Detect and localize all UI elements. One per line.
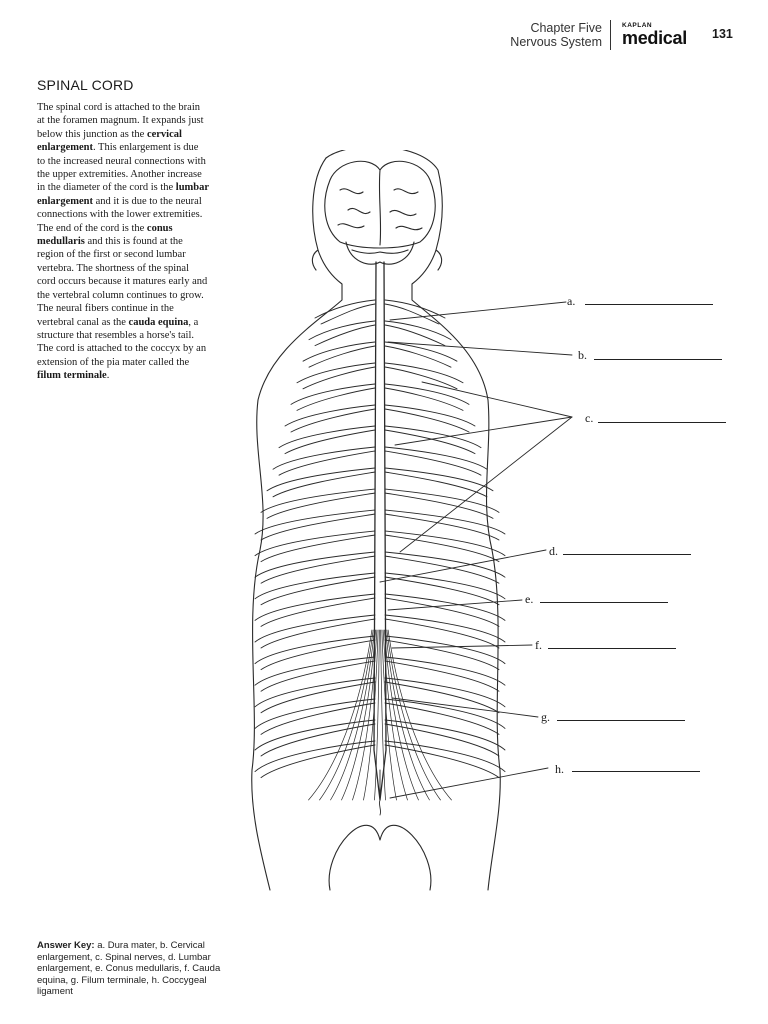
spinal-nerve: [315, 325, 375, 346]
paragraph-text: , a structure that resembles a horse's tail. The cord is attached to the coccyx by an extension of the pia mater called the: [37, 316, 207, 368]
spinal-nerves: [255, 300, 505, 778]
label-c-blank: [598, 422, 726, 423]
spinal-cord-figure: [230, 150, 768, 895]
spinal-nerve: [261, 514, 375, 540]
bold-term: cervical enlargement: [37, 128, 182, 154]
spinal-nerve: [385, 493, 493, 518]
bold-term: lumbar enlargement: [37, 182, 209, 207]
paragraph-text: The spinal cord is attached to the brain at the foramen magnum. It expands just below this junction as the: [37, 102, 204, 140]
label-g-blank: [557, 720, 685, 721]
spinal-nerve: [273, 447, 375, 469]
cauda-equina-strand: [309, 630, 372, 800]
spinal-nerve: [385, 405, 475, 426]
spinal-nerve: [255, 510, 375, 534]
label-e-blank: [540, 602, 668, 603]
label-c-letter: c.: [585, 411, 594, 425]
spinal-nerve: [261, 489, 375, 512]
spinal-nerve: [385, 321, 451, 340]
label-a-letter: a.: [567, 294, 576, 308]
label-e-letter: e.: [525, 592, 534, 606]
section-title: SPINAL CORD: [37, 77, 134, 93]
paragraph-text: .: [106, 370, 110, 382]
spinal-nerve: [261, 535, 375, 562]
spinal-nerve: [285, 430, 375, 454]
answer-key-text: a. Dura mater, b. Cervical enlargement, c. Spinal nerves, d. Lumbar enlargement, e. Conus medullaris, f. Cauda equina, g. Filum terminale, h. Coccygeal ligament: [37, 940, 221, 998]
spinal-nerve: [303, 342, 375, 361]
spinal-nerve: [385, 489, 499, 512]
label-a-blank: [585, 304, 713, 305]
spinal-nerve: [385, 535, 499, 562]
paragraph-text: . This enlargement is due to the increased neural connections with the upper extremities. Another increase in the diameter of the cord is the: [37, 142, 206, 194]
answer-key-heading: Answer Key:: [37, 940, 95, 951]
spinal-nerve: [273, 472, 375, 497]
kaplan-medical-logo: [622, 22, 687, 47]
spinal-nerve: [385, 447, 487, 469]
spinal-nerve: [255, 573, 375, 599]
chapter-heading: [510, 21, 602, 49]
label-f-letter: f.: [535, 638, 542, 652]
spinal-nerve: [385, 552, 505, 577]
brand-large: medical: [622, 28, 687, 48]
spinal-nerve: [385, 573, 505, 599]
spinal-nerve: [385, 304, 439, 324]
label-f-blank: [548, 648, 676, 649]
spinal-nerve: [385, 409, 469, 432]
spinal-nerve: [321, 304, 375, 324]
chapter-title: Chapter Five: [530, 21, 602, 35]
spinal-nerve: [385, 661, 499, 691]
spinal-nerve: [385, 657, 505, 685]
label-d-blank: [563, 554, 691, 555]
spinal-nerve: [261, 556, 375, 583]
label-h-blank: [572, 771, 700, 772]
spinal-nerve: [255, 657, 375, 685]
spinal-nerve: [255, 741, 375, 772]
cauda-equina-strand: [342, 630, 376, 800]
spinal-nerve: [385, 451, 481, 475]
spinal-nerve: [385, 384, 469, 404]
label-d-letter: d.: [549, 544, 558, 558]
spinal-nerve: [291, 409, 375, 432]
spinal-nerve: [385, 741, 505, 772]
spinal-nerve: [385, 363, 463, 383]
label-b-letter: b.: [578, 348, 587, 362]
spinal-nerve: [291, 384, 375, 404]
page-number: 131: [712, 27, 733, 41]
spinal-nerve: [297, 363, 375, 383]
spinal-nerve: [267, 493, 375, 518]
brand-small: KAPLAN: [622, 22, 653, 29]
spinal-nerve: [385, 342, 457, 361]
paragraph-text: and it is due to the neural connections with the lower extremities. The end of the cord is the: [37, 195, 203, 234]
spinal-nerve: [255, 552, 375, 577]
spinal-nerve: [385, 594, 505, 620]
spinal-nerve: [385, 430, 475, 454]
spinal-nerve: [297, 388, 375, 410]
spinal-nerve: [255, 594, 375, 620]
spinal-nerve: [385, 678, 505, 707]
spinal-nerve: [385, 388, 463, 410]
header-divider: [610, 20, 611, 50]
spinal-nerve: [309, 321, 375, 340]
spinal-nerve: [255, 720, 375, 750]
spinal-nerve: [255, 678, 375, 707]
section-paragraph: [37, 101, 209, 383]
chapter-subject: Nervous System: [510, 35, 602, 49]
spinal-nerve: [285, 405, 375, 426]
spinal-nerve: [279, 451, 375, 475]
bold-term: filum terminale: [37, 370, 107, 382]
brain: [325, 161, 435, 264]
cauda-equina-strand: [388, 630, 451, 800]
cauda-equina-strand: [384, 630, 418, 800]
page-header: [0, 0, 768, 60]
spinal-nerve: [267, 468, 375, 491]
label-h-letter: h.: [555, 762, 564, 776]
spinal-cord: [374, 262, 386, 815]
bold-term: conus medullaris: [37, 222, 173, 248]
spinal-nerve: [279, 426, 375, 448]
answer-key: [37, 940, 227, 998]
paragraph-text: and this is found at the region of the first or second lumbar vertebra. The shortness of the spinal cord occurs because it matures early and the vertebral column continues to grow. The neural fibers continue in the vertebral canal as the: [37, 236, 208, 328]
bold-term: cauda equina: [128, 316, 189, 328]
spinal-nerve: [385, 514, 499, 540]
spinal-nerve: [385, 720, 505, 750]
label-b-blank: [594, 359, 722, 360]
spinal-nerve: [385, 472, 487, 497]
spinal-nerve: [261, 661, 375, 691]
spinal-nerve: [385, 468, 493, 491]
label-g-letter: g.: [541, 710, 550, 724]
